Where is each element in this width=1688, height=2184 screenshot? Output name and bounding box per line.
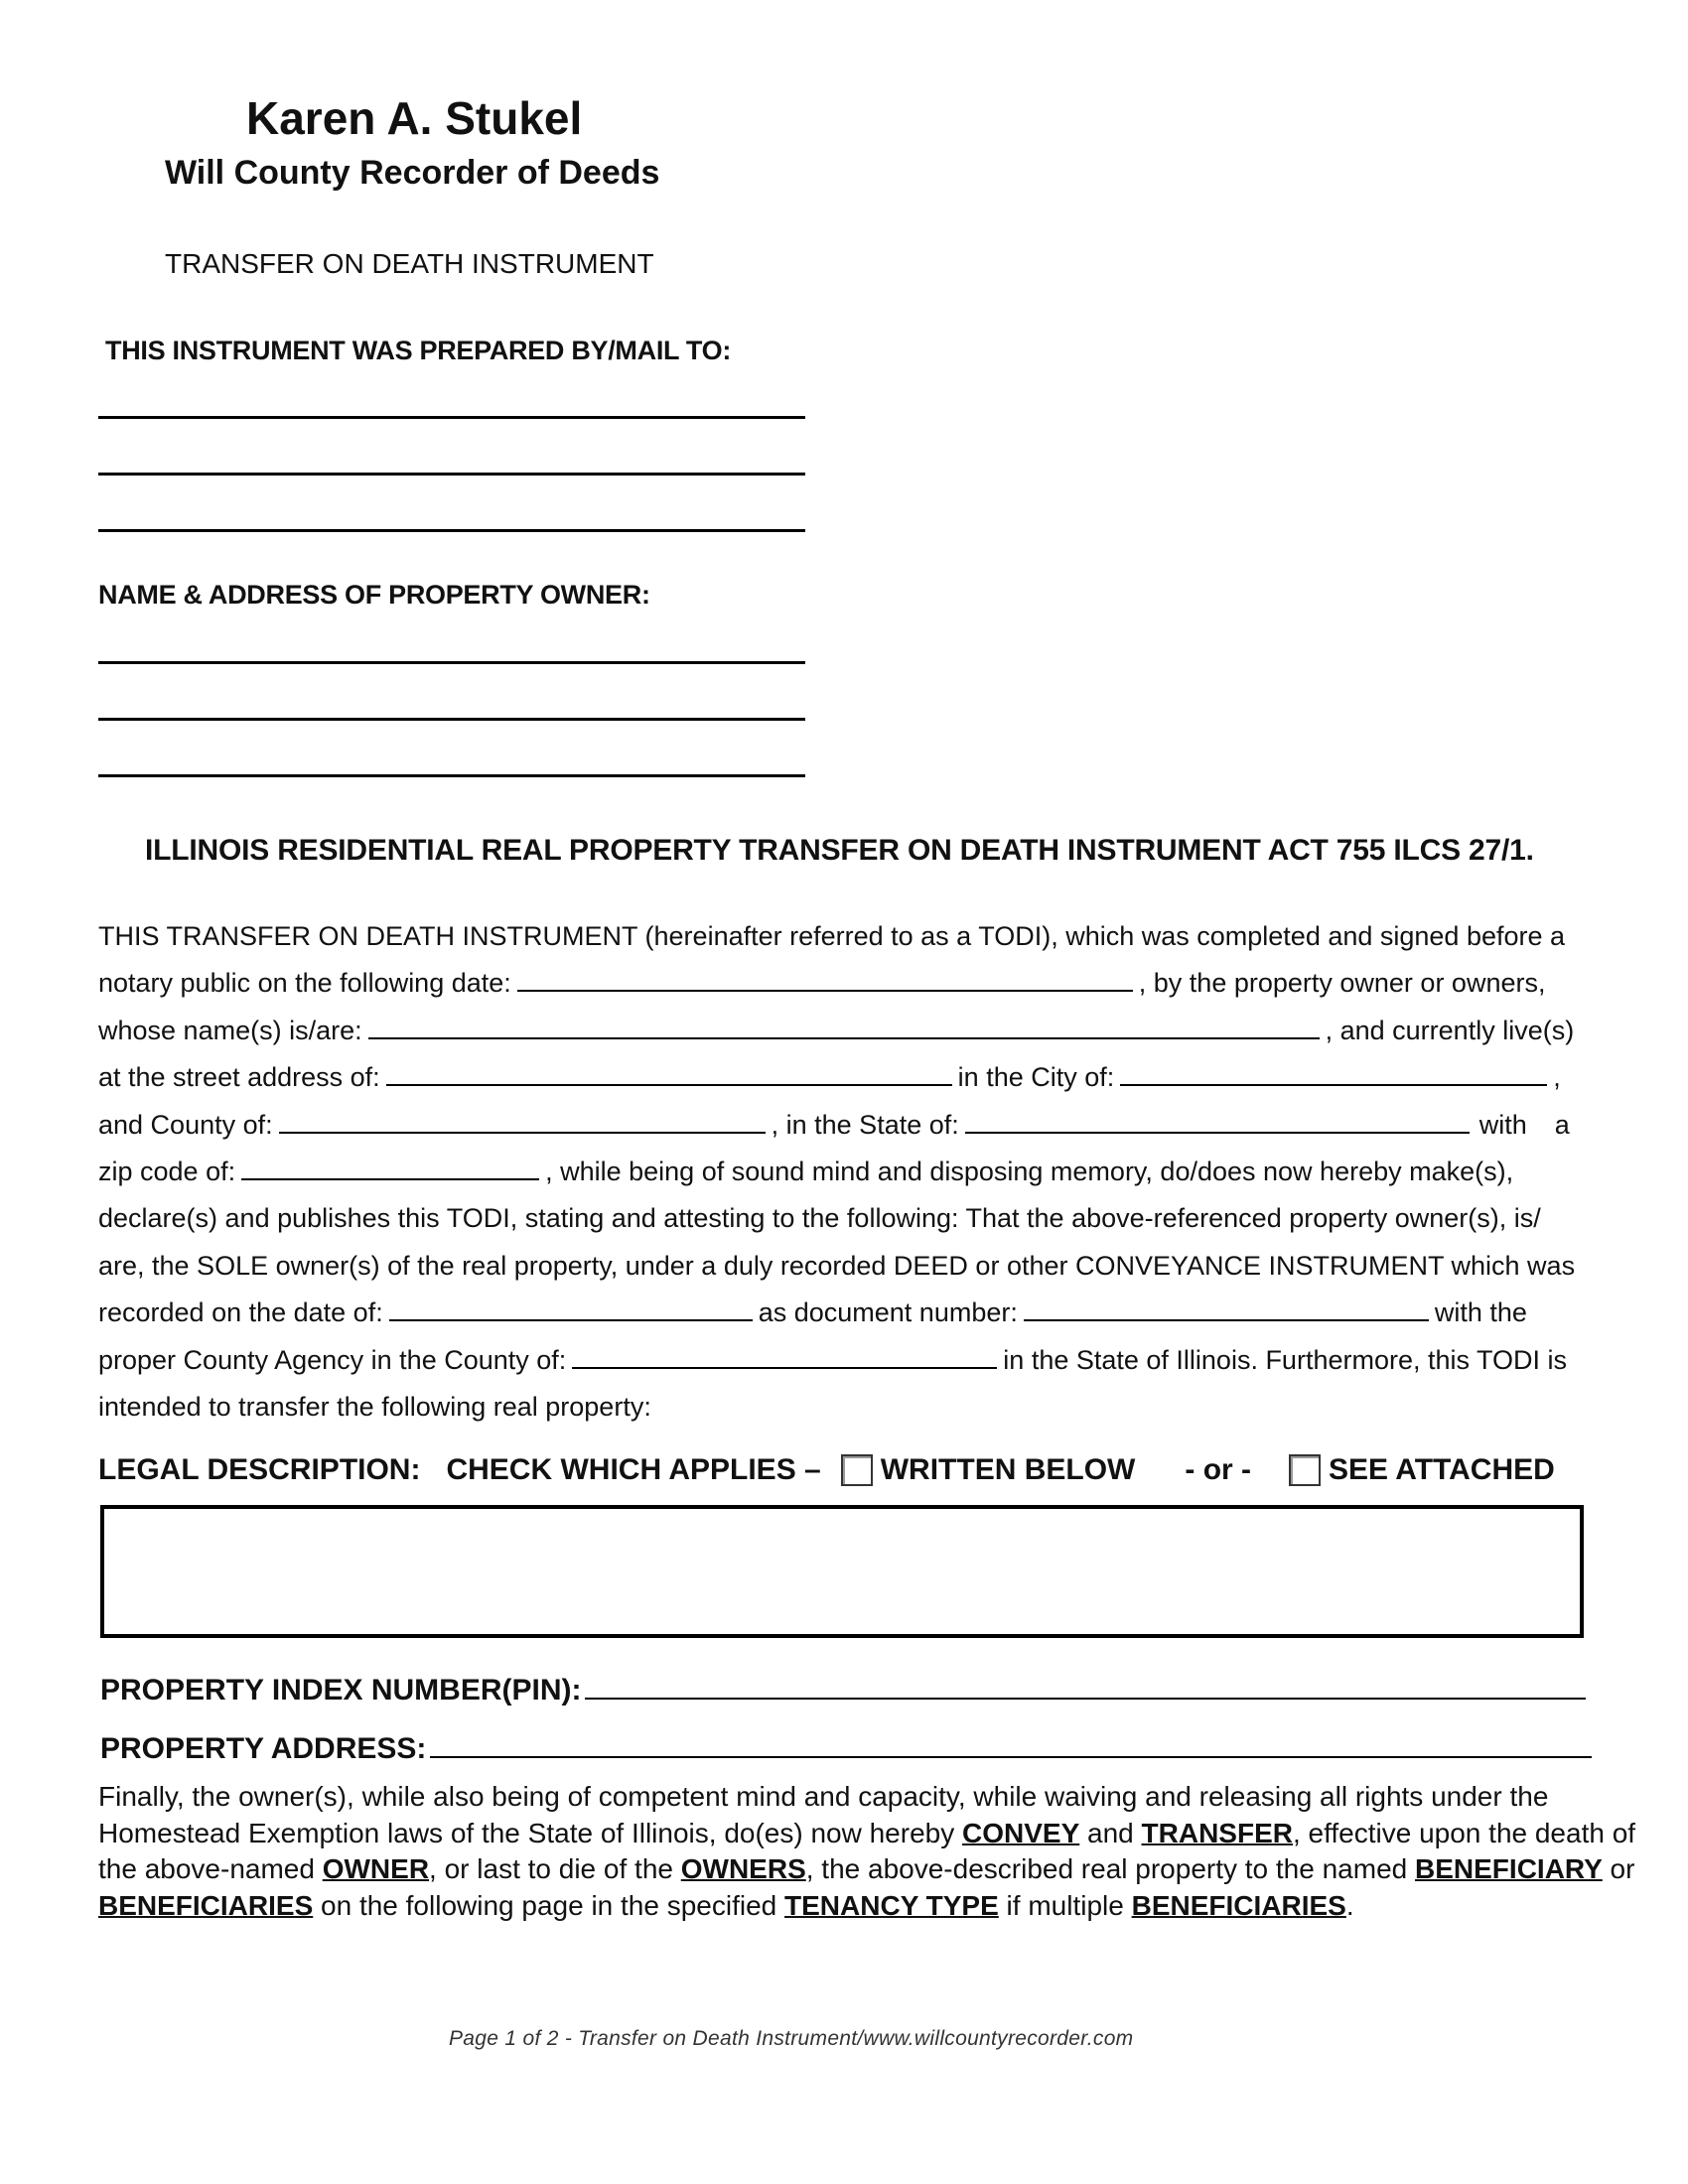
prepared-by-line-1[interactable] — [98, 416, 805, 419]
body-text: , by the property owner or owners, — [1138, 968, 1546, 999]
written-below-label: WRITTEN BELOW — [880, 1453, 1136, 1486]
closing-text: , the above-described real property to the named — [805, 1853, 1416, 1884]
body-text: declare(s) and publishes this TODI, stating and attesting to the following: That the above-referenced property owner(s), is/ — [98, 1203, 1541, 1234]
pin-label: PROPERTY INDEX NUMBER(PIN): — [100, 1674, 582, 1706]
page-footer: Page 1 of 2 - Transfer on Death Instrument/www.willcountyrecorder.com — [449, 2027, 1134, 2050]
closing-text: or — [1602, 1853, 1635, 1884]
owner-info-line-1[interactable] — [98, 661, 805, 664]
body-text: with the — [1434, 1297, 1527, 1328]
beneficiary-term: BENEFICIARY — [1415, 1853, 1603, 1884]
body-text: , while being of sound mind and disposing memory, do/does now hereby make(s), — [545, 1156, 1514, 1186]
check-which-applies-label: CHECK WHICH APPLIES – — [446, 1453, 821, 1486]
closing-text: , or last to die of the — [429, 1853, 681, 1884]
legal-description-row — [98, 1453, 1555, 1487]
prepared-by-line-3[interactable] — [98, 529, 805, 532]
see-attached-checkbox[interactable] — [1289, 1454, 1321, 1486]
body-text: as document number: — [758, 1297, 1018, 1328]
recorder-name: Karen A. Stukel — [246, 92, 583, 144]
written-below-checkbox[interactable] — [841, 1454, 873, 1486]
body-line — [98, 1337, 1588, 1384]
closing-paragraph — [98, 1779, 1647, 1924]
recorded-date-field[interactable] — [389, 1294, 753, 1321]
closing-text: Finally, the owner(s), while also being of competent mind and capacity, while waiving and releasing all rights under the Homestead Exemption laws of the State of Illinois, do(es) now hereby — [98, 1781, 1549, 1848]
body-text: notary public on the following date: — [98, 968, 511, 999]
recorder-office: Will County Recorder of Deeds — [165, 154, 660, 192]
city-field[interactable] — [1120, 1058, 1547, 1086]
body-line — [98, 1290, 1588, 1336]
prepared-by-line-2[interactable] — [98, 473, 805, 476]
body-line — [98, 1243, 1588, 1290]
county-field[interactable] — [279, 1106, 766, 1134]
body-line — [98, 1149, 1588, 1195]
street-address-field[interactable] — [386, 1058, 952, 1086]
owner-info-label: NAME & ADDRESS OF PROPERTY OWNER: — [98, 580, 650, 610]
document-number-field[interactable] — [1024, 1294, 1429, 1321]
pin-row — [100, 1674, 1586, 1707]
closing-text: , effective upon the death of the above-named — [98, 1817, 1636, 1884]
body-line — [98, 1384, 1588, 1431]
beneficiaries-term: BENEFICIARIES — [1131, 1889, 1346, 1921]
body-text: in the State of Illinois. Furthermore, this TODI is — [1003, 1344, 1568, 1375]
property-address-row — [100, 1732, 1592, 1766]
body-text: a — [1554, 1109, 1570, 1140]
body-line — [98, 1195, 1588, 1242]
owners-term: OWNERS — [680, 1853, 806, 1884]
zip-code-field[interactable] — [241, 1153, 539, 1180]
agency-county-field[interactable] — [572, 1341, 997, 1369]
legal-description-box[interactable] — [100, 1505, 1584, 1638]
body-text: are, the SOLE owner(s) of the real property, under a duly recorded DEED or other CONVEYANCE INSTRUMENT which was — [98, 1250, 1576, 1281]
convey-term: CONVEY — [962, 1817, 1080, 1848]
body-text: proper County Agency in the County of: — [98, 1344, 567, 1375]
notary-date-field[interactable] — [517, 964, 1133, 992]
body-text: in the City of: — [957, 1062, 1115, 1093]
body-text: THIS TRANSFER ON DEATH INSTRUMENT (hereinafter referred to as a TODI), which was completed and signed before a — [98, 921, 1566, 951]
body-text: , — [1553, 1062, 1561, 1093]
closing-text: and — [1079, 1817, 1142, 1848]
body-text: zip code of: — [98, 1156, 236, 1186]
state-field[interactable] — [965, 1106, 1470, 1134]
transfer-term: TRANSFER — [1141, 1817, 1293, 1848]
document-title: TRANSFER ON DEATH INSTRUMENT — [165, 248, 654, 279]
owner-info-line-3[interactable] — [98, 774, 805, 777]
prepared-by-label: THIS INSTRUMENT WAS PREPARED BY/MAIL TO: — [105, 336, 732, 365]
pin-field[interactable] — [585, 1697, 1586, 1700]
body-text: whose name(s) is/are: — [98, 1015, 362, 1045]
body-line — [98, 960, 1588, 1007]
body-text: , in the State of: — [771, 1109, 959, 1140]
body-line — [98, 1102, 1588, 1149]
property-address-label: PROPERTY ADDRESS: — [100, 1732, 427, 1765]
closing-text: . — [1345, 1889, 1354, 1921]
closing-text: on the following page in the specified — [313, 1889, 785, 1921]
tenancy-type-term: TENANCY TYPE — [784, 1889, 999, 1921]
property-address-field[interactable] — [430, 1755, 1592, 1758]
body-line — [98, 913, 1588, 960]
legal-description-label: LEGAL DESCRIPTION: — [98, 1453, 421, 1486]
see-attached-label: SEE ATTACHED — [1329, 1453, 1555, 1486]
body-text: at the street address of: — [98, 1062, 380, 1093]
body-text: , and currently live(s) — [1325, 1015, 1575, 1045]
body-line — [98, 1008, 1588, 1054]
act-heading: ILLINOIS RESIDENTIAL REAL PROPERTY TRANSFER ON DEATH INSTRUMENT ACT 755 ILCS 27/1. — [145, 834, 1534, 867]
body-text: intended to transfer the following real property: — [98, 1391, 651, 1422]
todi-body-paragraph — [98, 913, 1588, 1431]
body-text: with — [1478, 1109, 1527, 1140]
owner-info-line-2[interactable] — [98, 718, 805, 721]
body-text: and County of: — [98, 1109, 273, 1140]
closing-text: if multiple — [998, 1889, 1132, 1921]
body-line — [98, 1054, 1588, 1101]
beneficiaries-term: BENEFICIARIES — [98, 1889, 314, 1921]
body-text: recorded on the date of: — [98, 1297, 383, 1328]
or-separator: - or - — [1185, 1453, 1252, 1486]
owner-names-field[interactable] — [368, 1012, 1320, 1039]
owner-term: OWNER — [322, 1853, 430, 1884]
